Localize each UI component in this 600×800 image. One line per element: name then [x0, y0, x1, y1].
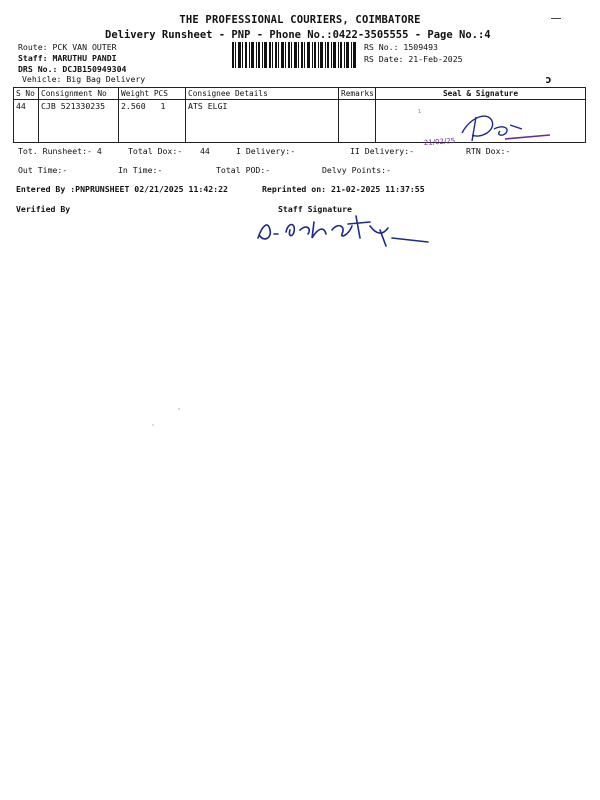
col-header-sno: S No	[14, 88, 39, 100]
company-title: THE PROFESSIONAL COURIERS, COIMBATORE	[179, 14, 421, 26]
staff-signature-label: Staff Signature	[278, 204, 352, 214]
staff-signature-image	[252, 208, 432, 250]
cell-weight: 2.560	[121, 101, 146, 111]
stamp-date: 21/02/25	[423, 136, 456, 147]
cell-pcs: 1	[160, 101, 166, 111]
col-header-seal-signature: Seal & Signature	[376, 88, 586, 100]
drs-label: DRS No.: DCJB150949304	[18, 64, 127, 74]
rs-date: RS Date: 21-Feb-2025	[364, 54, 463, 64]
ii-delivery: II Delivery:-	[350, 146, 415, 156]
total-pod: Total POD:-	[216, 165, 271, 175]
col-header-weight-pcs: Weight PCS	[119, 88, 186, 100]
scan-speck	[152, 424, 154, 426]
col-header-consignment: Consignment No	[39, 88, 119, 100]
staff-label: Staff: MARUTHU PANDI	[18, 53, 117, 63]
reprinted-on: Reprinted on: 21-02-2025 11:37:55	[262, 184, 425, 194]
cell-sno: 44	[14, 100, 39, 143]
col-header-consignee: Consignee Details	[186, 88, 339, 100]
in-time: In Time:-	[118, 165, 163, 175]
cell-weight-pcs	[119, 100, 186, 143]
cell-remarks	[339, 100, 376, 143]
svg-text:1: 1	[418, 109, 422, 115]
pen-mark: ͻ	[545, 73, 552, 86]
i-delivery: I Delivery:-	[236, 146, 296, 156]
total-dox-value: 44	[200, 146, 210, 156]
tot-runsheet: Tot. Runsheet:- 4	[18, 146, 102, 156]
vehicle-label: Vehicle: Big Bag Delivery	[22, 74, 146, 84]
total-dox-label: Total Dox:-	[128, 146, 183, 156]
col-header-remarks: Remarks	[339, 88, 376, 100]
out-time: Out Time:-	[18, 165, 68, 175]
runsheet-subtitle: Delivery Runsheet - PNP - Phone No.:0422-3505555 - Page No.:4	[105, 29, 491, 41]
scan-speck	[178, 408, 180, 410]
route-label: Route: PCK VAN OUTER	[18, 42, 117, 52]
delvy-points: Delvy Points:-	[322, 165, 392, 175]
scan-mark	[551, 18, 561, 19]
cell-consignee: ATS ELGI	[186, 100, 339, 143]
cell-consignment: CJB 521330235	[39, 100, 119, 143]
verified-by: Verified By	[16, 204, 71, 214]
table-header-row	[14, 88, 586, 100]
rtn-dox: RTN Dox:-	[466, 146, 511, 156]
entered-by: Entered By :PNPRUNSHEET 02/21/2025 11:42:22	[16, 184, 228, 194]
rs-number: RS No.: 1509493	[364, 42, 438, 52]
barcode-image	[232, 42, 356, 68]
